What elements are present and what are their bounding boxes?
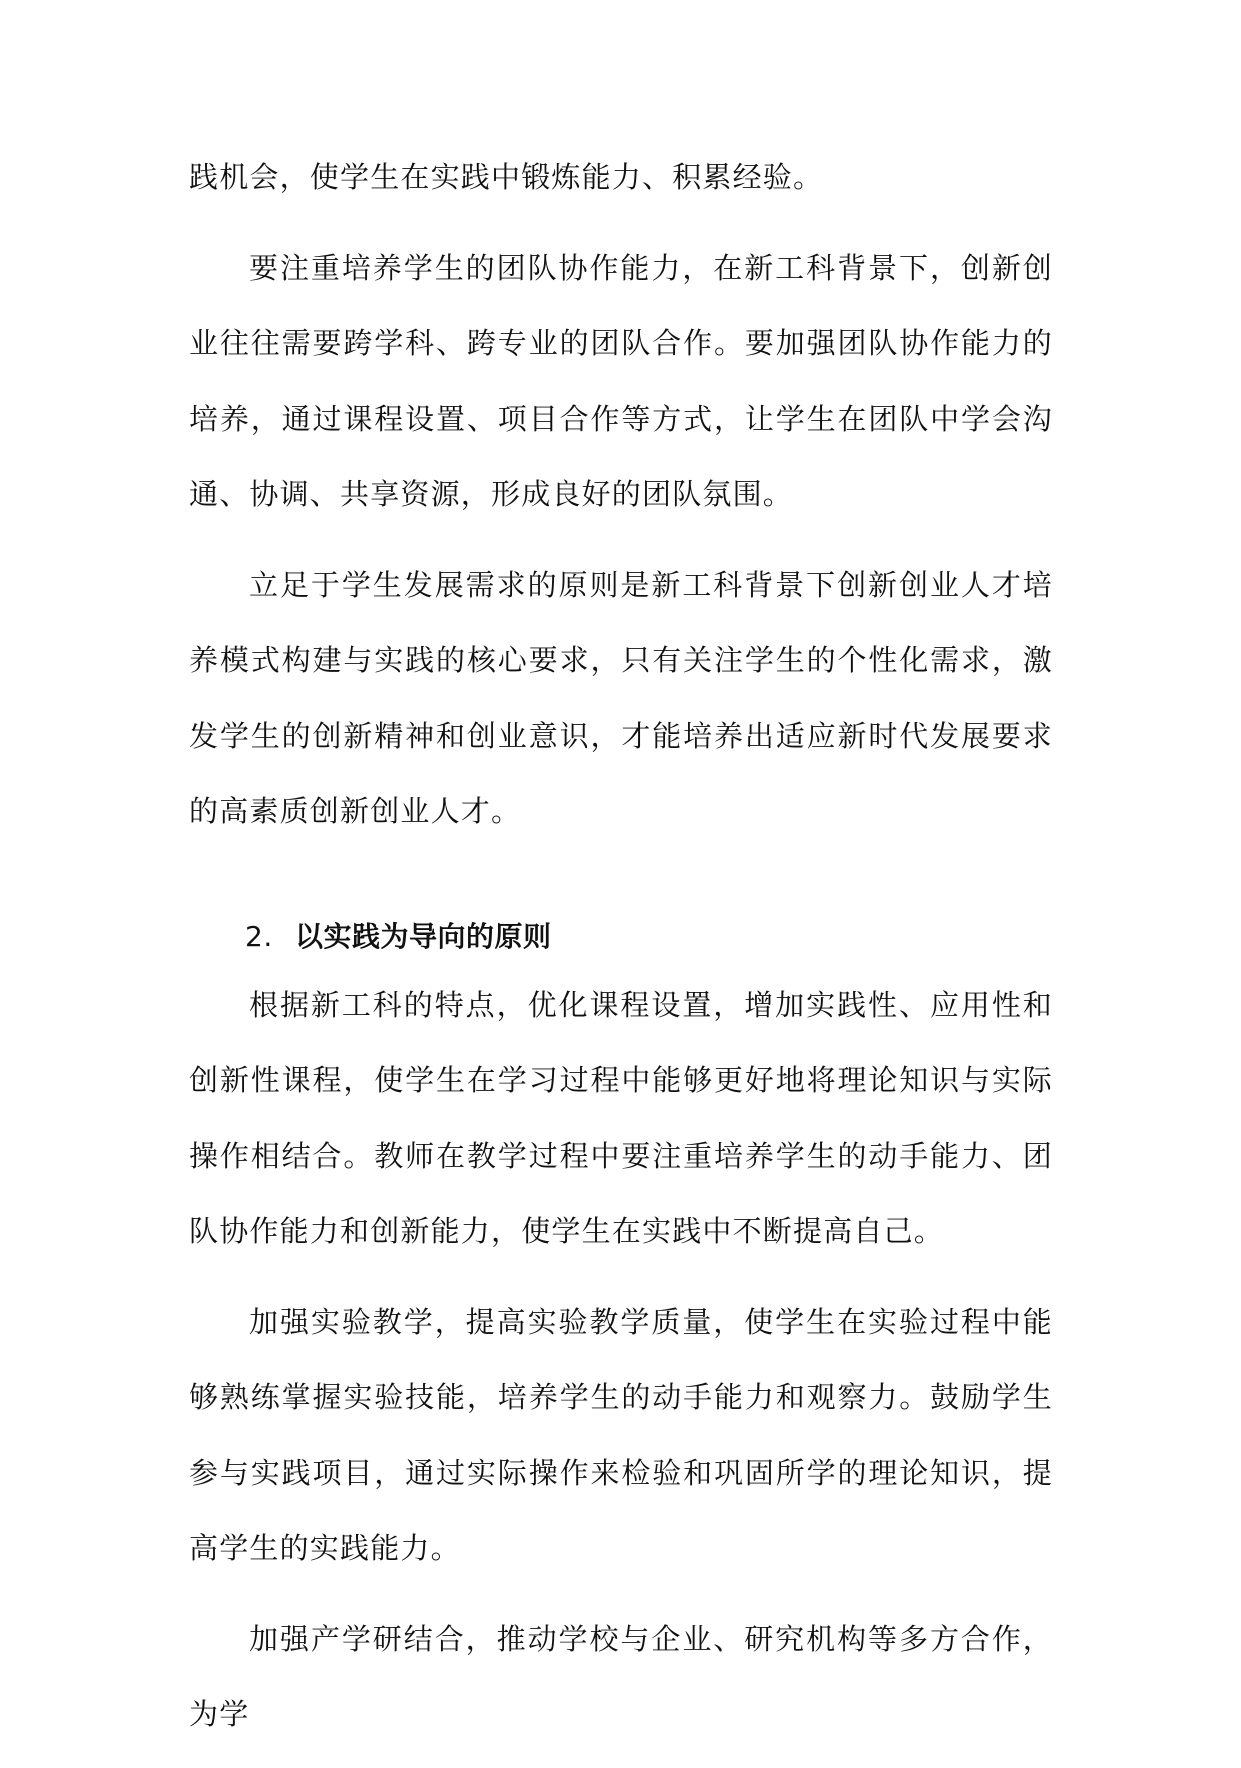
section-title: 以实践为导向的原则 bbox=[295, 919, 552, 953]
paragraph: 践机会，使学生在实践中锻炼能力、积累经验。 bbox=[189, 160, 824, 194]
document-page bbox=[189, 140, 1053, 1768]
paragraph: 根据新工科的特点，优化课程设置，增加实践性、应用性和创新性课程，使学生在学习过程中能够更好地将理论知识与实际操作相结合。教师在教学过程中要注重培养学生的动手能力、团队协作能力和创新能力，使学生在实践中不断提高自己。 bbox=[189, 987, 1053, 1248]
paragraph: 立足于学生发展需求的原则是新工科背景下创新创业人才培养模式构建与实践的核心要求，只有关注学生的个性化需求，激发学生的创新精神和创业意识，才能培养出适应新时代发展要求的高素质创新创业人才。 bbox=[189, 567, 1053, 828]
section-number: 2. bbox=[245, 919, 273, 953]
section-heading bbox=[189, 906, 1053, 968]
paragraph: 加强产学研结合，推动学校与企业、研究机构等多方合作，为学 bbox=[189, 1621, 1053, 1731]
paragraph: 要注重培养学生的团队协作能力，在新工科背景下，创新创业往往需要跨学科、跨专业的团队合作。要加强团队协作能力的培养，通过课程设置、项目合作等方式，让学生在团队中学会沟通、协调、共享资源，形成良好的团队氛围。 bbox=[189, 250, 1053, 511]
paragraph: 加强实验教学，提高实验教学质量，使学生在实验过程中能够熟练掌握实验技能，培养学生的动手能力和观察力。鼓励学生参与实践项目，通过实际操作来检验和巩固所学的理论知识，提高学生的实践能力。 bbox=[189, 1304, 1053, 1565]
